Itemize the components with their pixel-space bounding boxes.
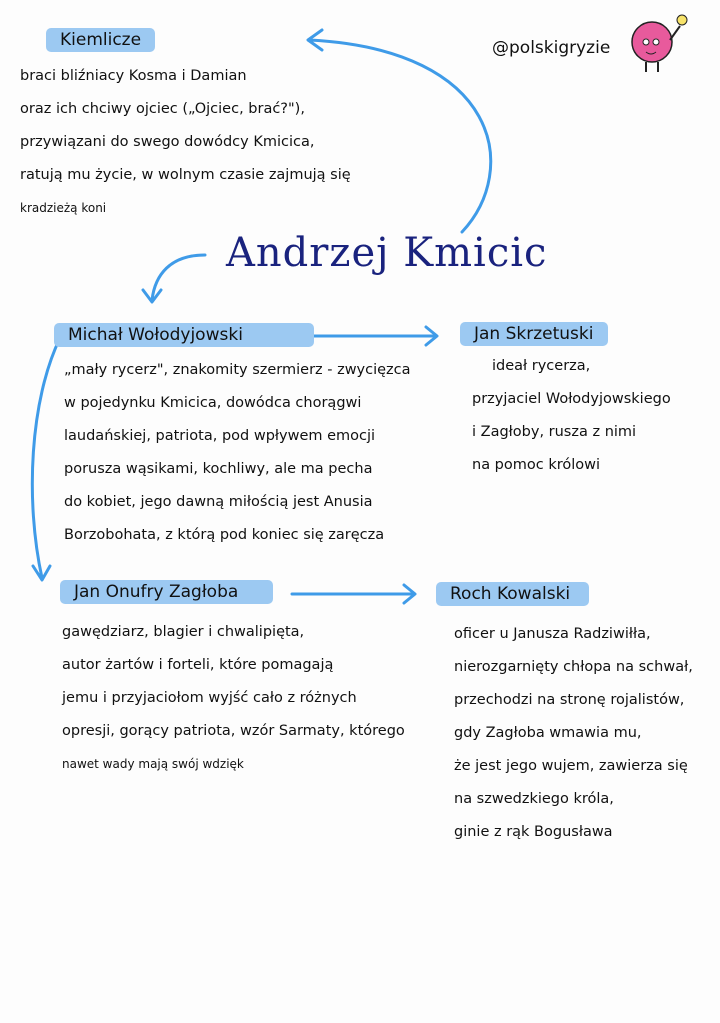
text-line: opresji, gorący patriota, wzór Sarmaty, którego — [62, 723, 405, 739]
page-title: Andrzej Kmicic — [226, 230, 548, 276]
label-zagloba: Jan Onufry Zagłoba — [60, 580, 273, 604]
text-line: ratują mu życie, w wolnym czasie zajmują się — [20, 167, 351, 183]
text-line: jemu i przyjaciołom wyjść cało z różnych — [62, 690, 357, 706]
brain-mascot-icon — [624, 10, 690, 76]
desc-kiemlicze — [20, 60, 351, 225]
text-line: nawet wady mają swój wdzięk — [62, 757, 244, 771]
text-line: w pojedynku Kmicica, dowódca chorągwi — [64, 395, 362, 411]
text-line: autor żartów i forteli, które pomagają — [62, 657, 334, 673]
text-line: że jest jego wujem, zawierza się — [454, 758, 688, 774]
label-wolodyjowski: Michał Wołodyjowski — [54, 323, 314, 347]
text-line: i Zagłoby, rusza z nimi — [472, 424, 637, 440]
text-line: laudańskiej, patriota, pod wpływem emocji — [64, 428, 376, 444]
text-line: „mały rycerz", znakomity szermierz - zwycięzca — [64, 362, 411, 378]
arrow-to-zagloba — [32, 338, 60, 580]
text-line: przechodzi na stronę rojalistów, — [454, 692, 685, 708]
text-line: do kobiet, jego dawną miłością jest Anusia — [64, 494, 373, 510]
label-kowalski: Roch Kowalski — [436, 582, 589, 606]
arrow-to-wolodyjowski — [143, 255, 205, 302]
text-line: kradzieżą koni — [20, 201, 107, 215]
text-line: przyjaciel Wołodyjowskiego — [472, 391, 671, 407]
desc-zagloba — [62, 616, 405, 781]
text-line: na szwedzkiego króla, — [454, 791, 614, 807]
text-line: ginie z rąk Bogusława — [454, 824, 613, 840]
text-line: porusza wąsikami, kochliwy, ale ma pecha — [64, 461, 373, 477]
arrow-to-kowalski — [292, 585, 415, 603]
text-line: braci bliźniacy Kosma i Damian — [20, 68, 247, 84]
text-line: nierozgarnięty chłopa na schwał, — [454, 659, 693, 675]
text-line: Borzobohata, z którą pod koniec się zaręcza — [64, 527, 385, 543]
label-skrzetuski: Jan Skrzetuski — [460, 322, 608, 346]
text-line: oraz ich chciwy ojciec („Ojciec, brać?"), — [20, 101, 305, 117]
text-line: gawędziarz, blagier i chwalipięta, — [62, 624, 305, 640]
text-line: na pomoc królowi — [472, 457, 601, 473]
label-kiemlicze: Kiemlicze — [46, 28, 155, 52]
desc-skrzetuski — [472, 350, 671, 482]
desc-wolodyjowski — [64, 354, 411, 552]
desc-kowalski — [454, 618, 693, 849]
author-handle: @polskigryzie — [492, 38, 611, 58]
text-line: ideał rycerza, — [492, 358, 591, 374]
text-line: gdy Zagłoba wmawia mu, — [454, 725, 642, 741]
text-line: przywiązani do swego dowódcy Kmicica, — [20, 134, 315, 150]
text-line: oficer u Janusza Radziwiłła, — [454, 626, 651, 642]
